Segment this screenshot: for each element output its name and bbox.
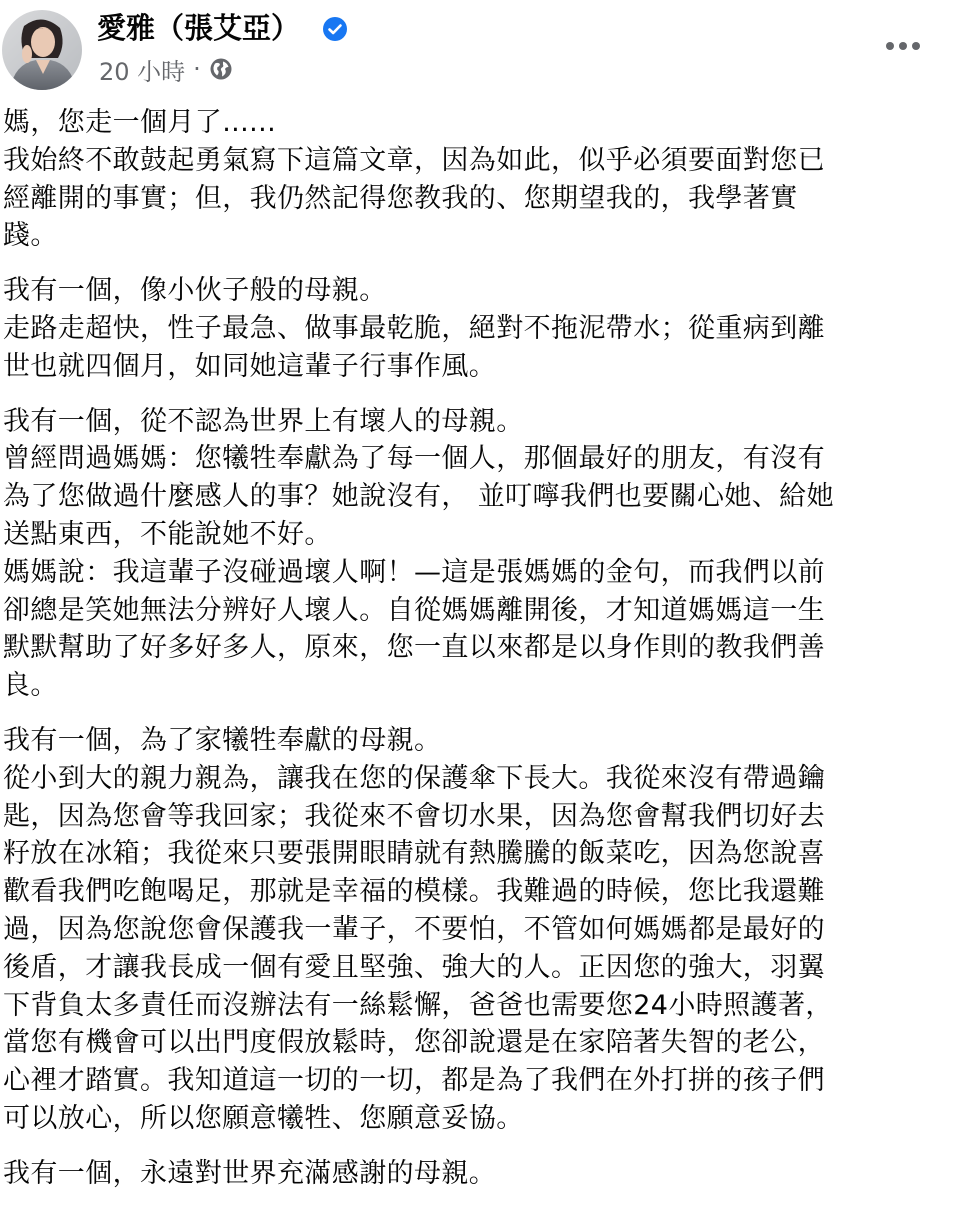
more-options-icon [885,41,921,51]
globe-icon[interactable] [209,57,233,81]
paragraph: 媽，您走一個月了...... 我始終不敢鼓起勇氣寫下這篇文章，因為如此，似乎必須要面對您已 經離開的事實；但，我仍然記得您教我的、您期望我的，我學著實 踐。 [3,107,825,252]
paragraph: 我有一個，像小伙子般的母親。 走路走超快，性子最急、做事最乾脆，絕對不拖泥帶水；從重病到離 世也就四個月，如同她這輩子行事作風。 [3,275,825,382]
post-meta [99,52,233,86]
more-options-button[interactable] [878,28,928,64]
post-body [3,104,933,1210]
post-header [0,0,962,100]
verified-badge-icon [322,16,348,42]
post-timestamp[interactable]: 20 小時 [99,57,186,86]
paragraph: 我有一個，從不認為世界上有壞人的母親。 曾經問過媽媽：您犧牲奉獻為了每一個人，那個最好的朋友，有沒有 為了您做過什麼感人的事？她說沒有， 並叮嚀我們也要關心她、給她 送點東西，不能說她不好。 媽媽說：我這輩子沒碰過壞人啊！—這是張媽媽的金句，而我們以前 卻總是笑她無法分辨好人壞人。自從媽媽離開後，才知道媽媽這一生 默默幫助了好多好多人，原來，您一直以來都是以身作則的教我們善 良。 [3,405,834,702]
author-name[interactable]: 愛雅（張艾亞） [97,11,301,45]
paragraph: 我有一個，為了家犧牲奉獻的母親。 從小到大的親力親為，讓我在您的保護傘下長大。我從來沒有帶過鑰 匙，因為您會等我回家；我從來不會切水果，因為您會幫我們切好去 籽放在冰箱；我從來只要張開眼睛就有熱騰騰的飯菜吃，因為您說喜 歡看我們吃飽喝足，那就是幸福的模樣。我難過的時候，您比我還難 過，因為您說您會保護我一輩子，不要怕，不管如何媽媽都是最好的 後盾，才讓我長成一個有愛且堅強、強大的人。正因您的強大，羽翼 下背負太多責任而沒辦法有一絲鬆懈，爸爸也需要您24小時照護著， 當您有機會可以出門度假放鬆時，您卻說還是在家陪著失智的老公， 心裡才踏實。我知道這一切的一切，都是為了我們在外打拼的孩子們 可以放心，所以您願意犧牲、您願意妥協。 [3,724,833,1134]
meta-separator: · [193,55,201,83]
avatar-image [2,10,82,90]
author-avatar[interactable] [2,10,82,90]
paragraph: 我有一個，永遠對世界充滿感謝的母親。 [3,1157,497,1189]
